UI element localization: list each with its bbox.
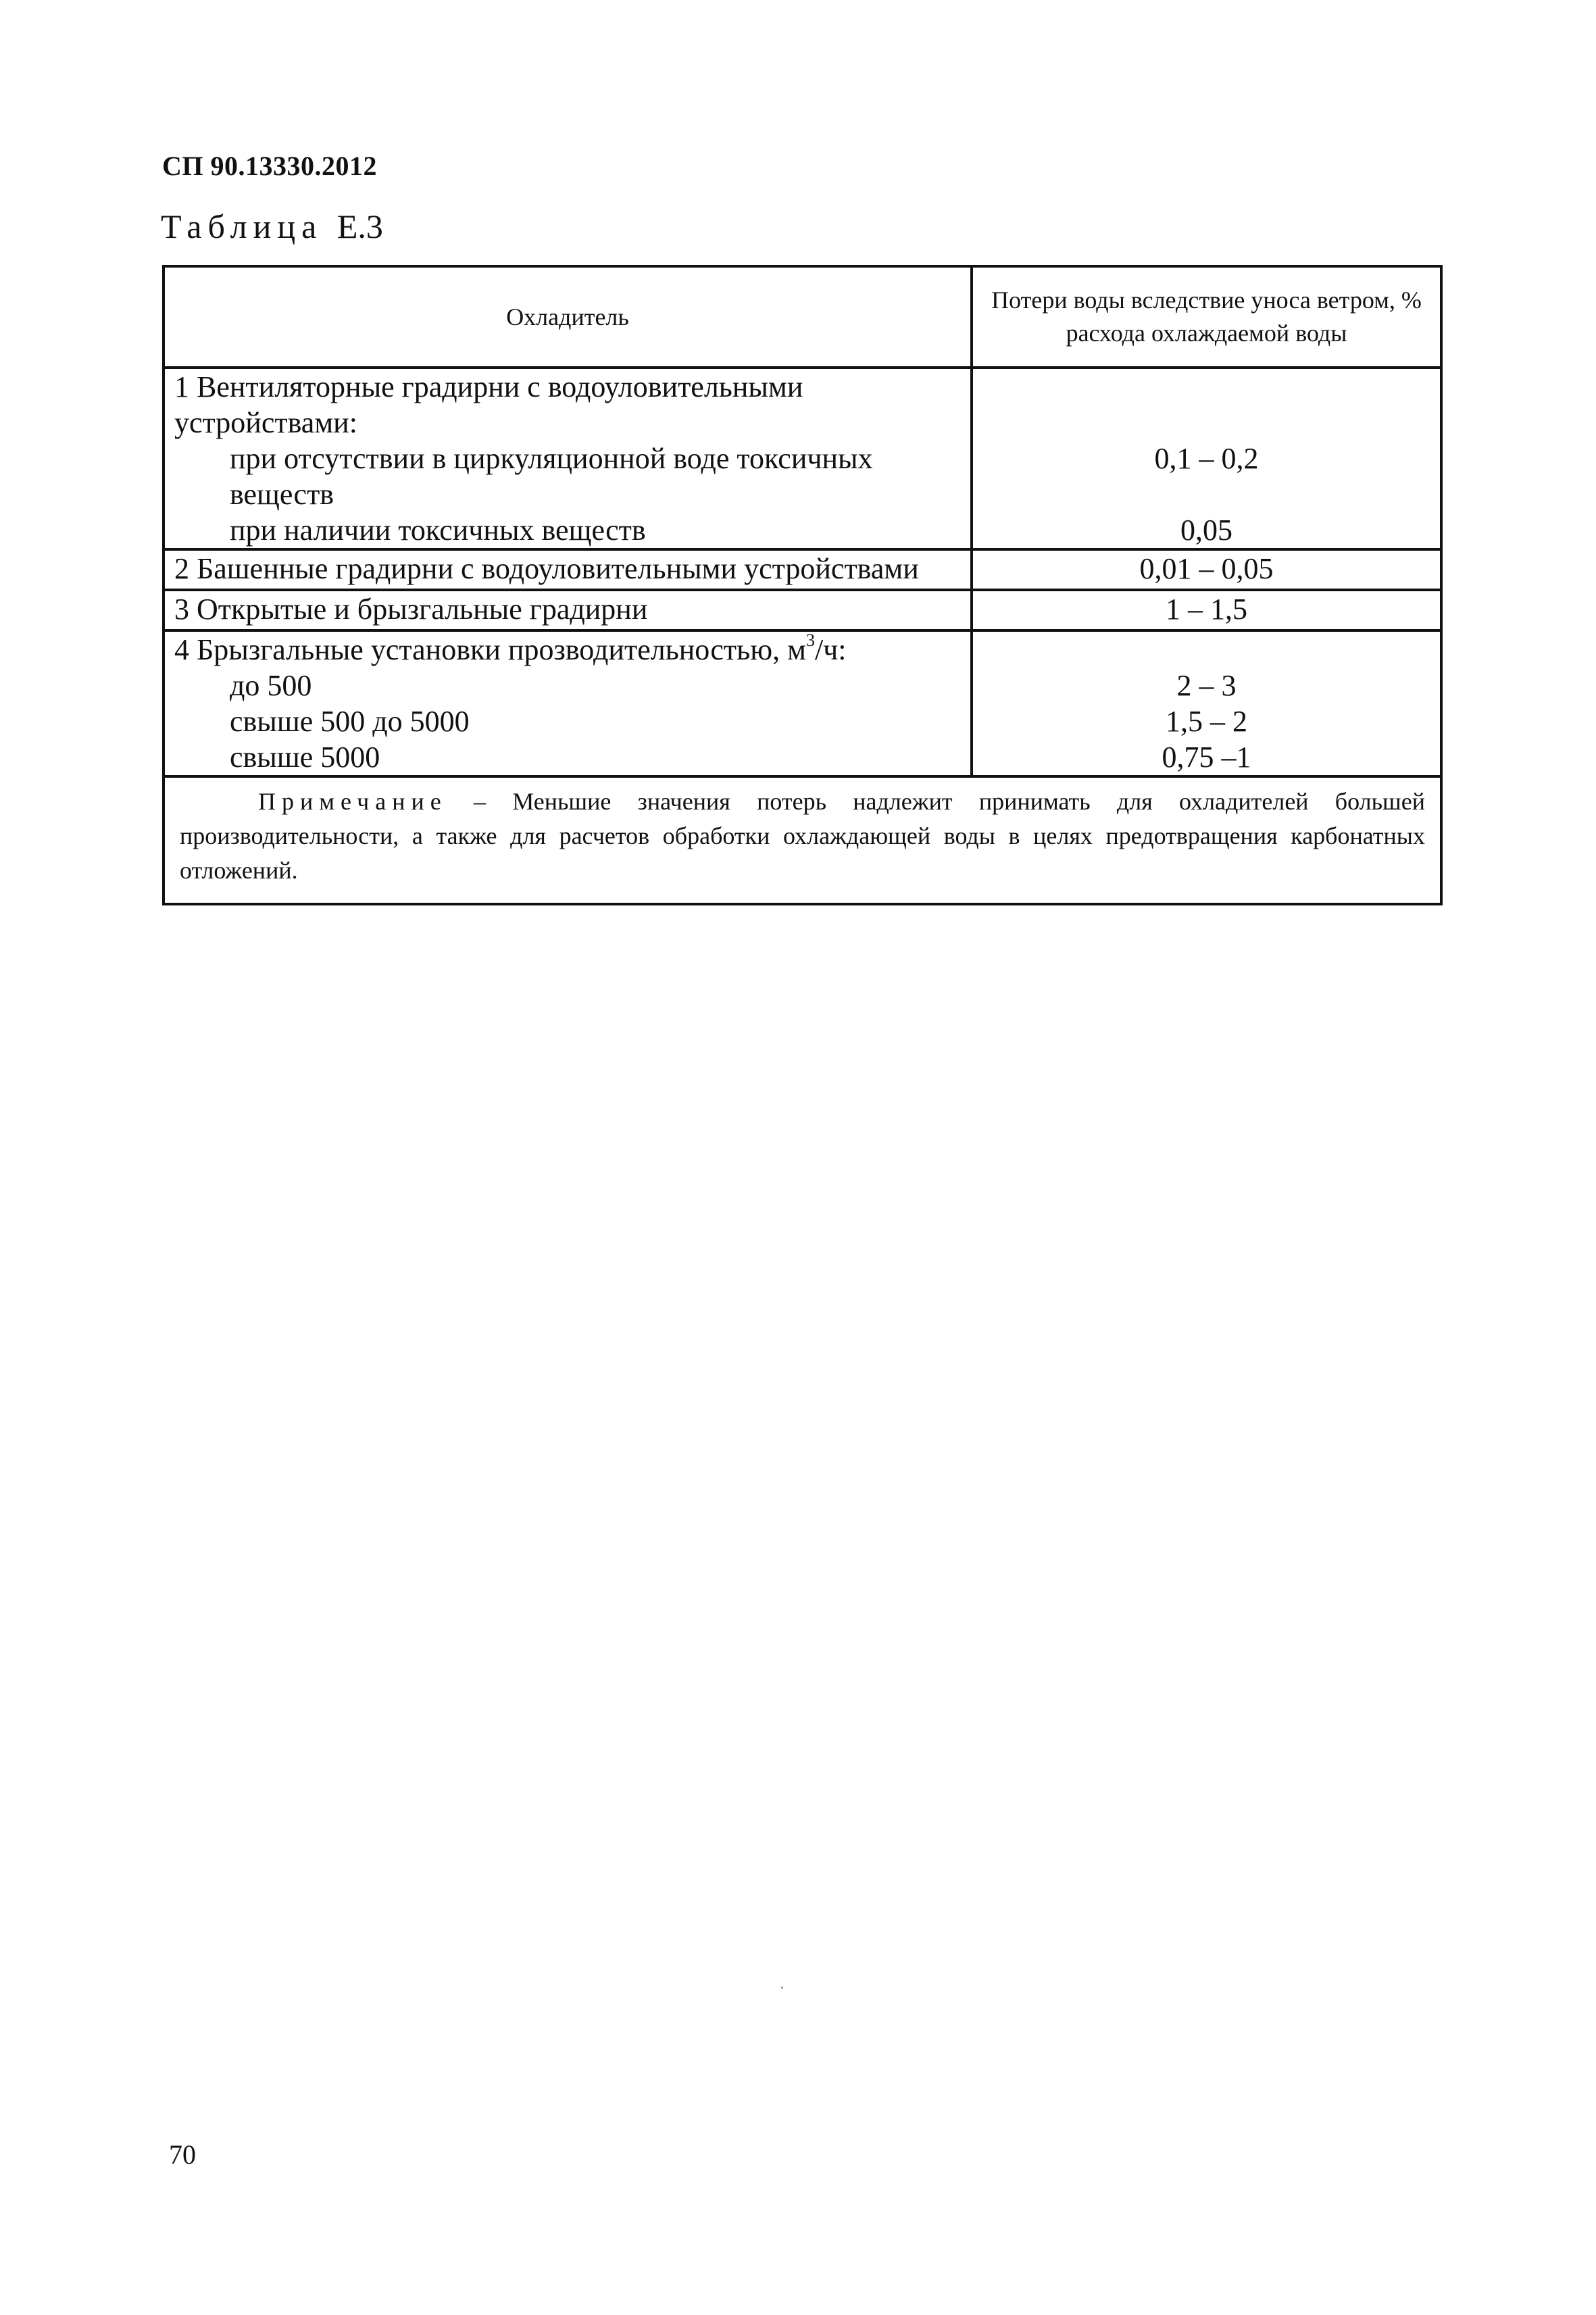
document-code: СП 90.13330.2012 [162,151,377,181]
row-1-line-4: веществ [230,478,334,511]
page-number: 70 [169,2139,196,2170]
table-note [164,776,1441,904]
table-note-row [164,776,1441,904]
row-4-value-2: 2 – 3 [1176,669,1237,702]
row-4-coolant [164,630,972,776]
row-4-value-4: 0,75 –1 [1162,741,1251,774]
row-2-values [972,549,1441,590]
row-2-line-1: 2 Башенные градирни с водоуловительными устройствами [174,552,919,585]
row-1-line-1: 1 Вентиляторные градирни с водоуловительными [174,370,803,403]
row-4-value-1 [973,632,1440,668]
table-header-row [164,266,1441,368]
header-coolant: Охладитель [164,266,972,368]
row-1-value-3: 0,1 – 0,2 [1154,442,1259,475]
row-1-line-5: при наличии токсичных веществ [230,514,646,547]
note-label: Примечание [258,788,447,815]
row-1-value-1 [973,369,1440,405]
row-4-line-2: до 500 [230,669,312,702]
row-1-coolant [164,368,972,549]
row-3-coolant [164,590,972,630]
row-1-line-3: при отсутствии в циркуляционной воде токсичных [230,442,873,475]
note-text: – Меньшие значения потерь надлежит принимать для охладителей большей производительности, а также для расчетов обработки охлаждающей воды в целях предотвращения карбонатных отложений. [180,788,1425,884]
row-2-coolant [164,549,972,590]
table-row [164,590,1441,630]
row-2-value-1: 0,01 – 0,05 [1139,552,1274,585]
row-4-unit-tail: /ч: [814,633,847,666]
coolant-losses-table [162,265,1443,905]
row-4-unit-superscript: 3 [805,630,815,650]
row-4-values [972,630,1441,776]
table-row [164,630,1441,776]
scan-speck [781,1987,783,1989]
row-4-value-3: 1,5 – 2 [1166,705,1247,738]
row-4-line-1-text: 4 Брызгальные установки прозводительностью, м [174,633,806,666]
table-row [164,549,1441,590]
row-4-line-4: свыше 5000 [230,741,380,774]
row-1-value-2 [973,405,1440,441]
row-4-line-3: свыше 500 до 5000 [230,705,470,738]
row-3-value-1: 1 – 1,5 [1166,593,1247,626]
table-caption [161,207,383,246]
row-3-line-1: 3 Открытые и брызгальные градирни [174,593,648,626]
row-1-values [972,368,1441,549]
table-caption-number: Е.3 [336,207,383,245]
header-water-loss: Потери воды вследствие уноса ветром, % расхода охлаждаемой воды [972,266,1441,368]
row-1-line-2: устройствами: [174,406,357,439]
row-1-value-5: 0,05 [1180,514,1232,547]
table-row [164,368,1441,549]
row-3-values [972,590,1441,630]
row-4-line-1 [174,632,970,668]
table-caption-word: Таблица [161,207,323,245]
row-1-value-4 [973,476,1440,512]
